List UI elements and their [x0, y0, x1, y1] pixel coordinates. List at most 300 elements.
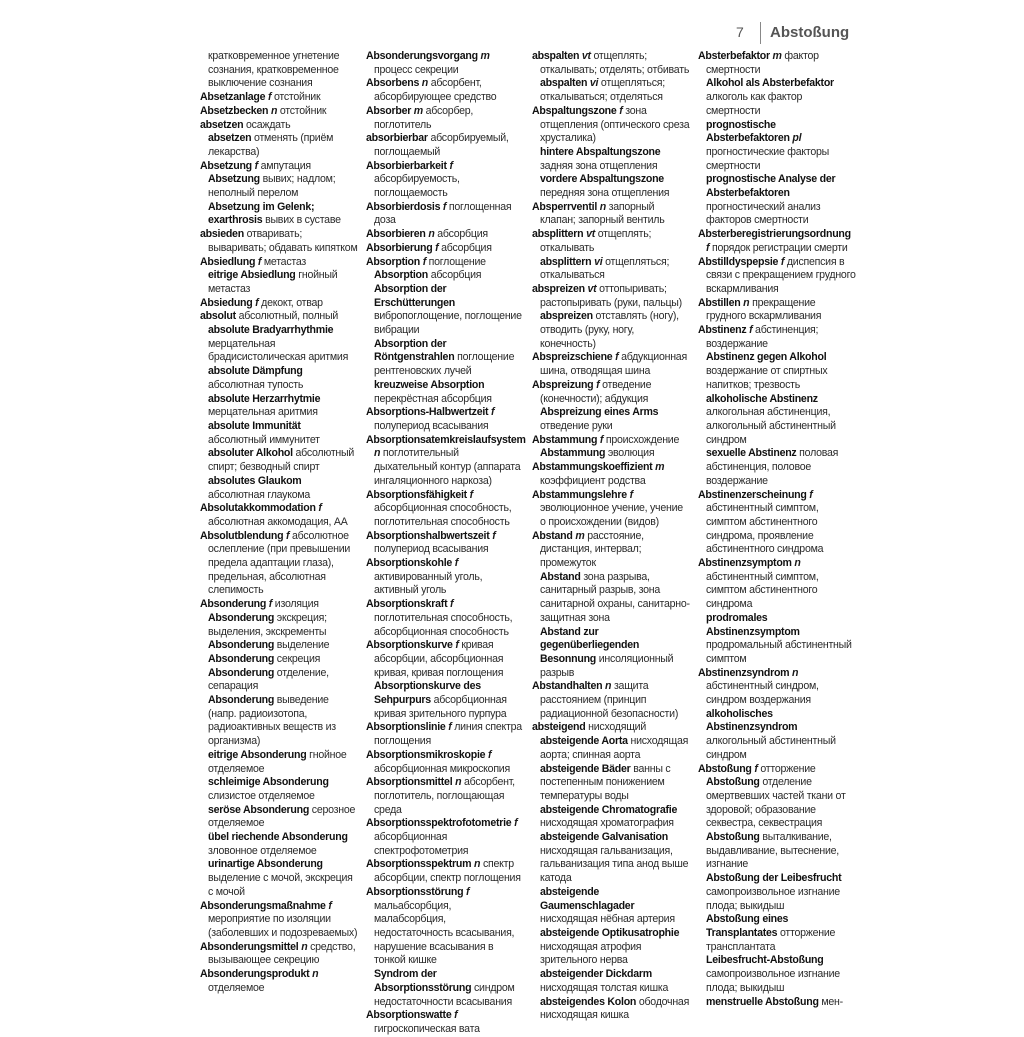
entry-definition: самопроизвольное изгнание плода; выкидыш: [706, 968, 840, 994]
entry-headword: Absorptionskurve des Sehpurpurs: [374, 680, 481, 707]
dictionary-entry: [532, 886, 690, 927]
entry-headword: Absorptionshalbwertszeit: [366, 529, 490, 542]
entry-grammar: f: [597, 433, 604, 446]
entry-headword: sexuelle Abstinenz: [706, 447, 797, 460]
entry-grammar: n: [419, 77, 429, 90]
entry-definition: полупериод всасывания: [374, 543, 489, 556]
entry-headword: absetzen: [208, 132, 252, 145]
entry-headword: Abstand: [532, 529, 573, 542]
entry-headword: absetzen: [200, 118, 244, 131]
entry-headword: alkoholische Abstinenz: [706, 392, 818, 405]
entry-headword: abspreizen: [532, 282, 585, 295]
entry-grammar: m: [652, 461, 665, 474]
dictionary-entry: [200, 91, 358, 105]
dictionary-entry: [698, 913, 856, 954]
entry-headword: Absorptionsspektrofotometrie: [366, 817, 512, 830]
entry-headword: absolute Immunität: [208, 419, 301, 432]
entry-definition: зловонное отделяемое: [208, 844, 317, 857]
entry-headword: Absorptionsmittel: [366, 776, 453, 789]
dictionary-entry: [532, 968, 690, 995]
entry-headword: Abstoßung der Leibesfrucht: [706, 872, 842, 885]
entry-definition: поглотительная способность, абсорбционная способность: [374, 611, 513, 638]
dictionary-entry: [366, 338, 524, 379]
dictionary-entry: [532, 530, 690, 571]
entry-headword: Abstinenzerscheinung: [698, 488, 807, 501]
entry-definition: гигроскопическая вата: [374, 1022, 480, 1035]
entry-definition: коэффициент родства: [540, 474, 646, 487]
entry-headword: Abstoßung: [706, 776, 760, 789]
entry-grammar: n: [309, 968, 319, 981]
dictionary-entry: [366, 434, 524, 489]
entry-headword: Absolutblendung: [200, 529, 284, 542]
entry-definition: мероприятие по изоляции (заболевших и подозреваемых): [208, 913, 358, 939]
dictionary-entry: [200, 393, 358, 420]
dictionary-entry: [532, 77, 690, 104]
entry-headword: Absonderung: [208, 639, 275, 652]
entry-definition: абсолютный спирт; безводный спирт: [208, 447, 355, 474]
entry-definition: мерцательная аритмия: [208, 406, 318, 419]
entry-grammar: n: [298, 940, 308, 953]
entry-headword: absplittern: [540, 255, 592, 268]
entry-grammar: f: [452, 557, 459, 570]
entry-headword: absteigender Dickdarm: [540, 968, 652, 981]
entry-definition: спектр абсорбции, спектр поглощения: [374, 858, 521, 885]
dictionary-entry: [200, 119, 358, 133]
entry-definition: поглотительный дыхательный контур (аппарата ингаляционного наркоза): [374, 447, 521, 487]
entry-definition: вывих; надлом; неполный перелом: [208, 173, 336, 200]
dictionary-entry: [532, 804, 690, 831]
entry-headword: Abstinenz: [698, 324, 747, 337]
dictionary-entry: [532, 201, 690, 228]
dictionary-entry: [698, 872, 856, 913]
entry-grammar: f: [315, 502, 322, 515]
entry-definition: половая абстиненция, половое воздержание: [706, 447, 839, 487]
dictionary-entry: [532, 721, 690, 735]
entry-headword: Abstoßung: [698, 762, 752, 775]
dictionary-entry: [200, 858, 358, 899]
entry-headword: Abstinenzsymptom: [698, 557, 792, 570]
entry-definition: нисходящая нёбная артерия: [540, 913, 675, 926]
entry-headword: absieden: [200, 228, 244, 241]
entry-definition: происхождение: [603, 433, 680, 446]
entry-headword: Leibesfrucht-Abstoßung: [706, 954, 824, 967]
entry-definition: расстояние, дистанция, интервал; промежуток: [540, 529, 644, 570]
entry-definition: отваривать; вываривать; обдавать кипятком: [208, 228, 358, 254]
dictionary-entry: [200, 310, 358, 324]
entry-definition: абсорбционная кривая зрительного пурпура: [374, 694, 507, 720]
dictionary-entry: [698, 667, 856, 708]
entry-definition: абсолютная тупость: [208, 378, 304, 391]
entry-headword: Absonderung: [208, 666, 275, 679]
dictionary-entry: [366, 817, 524, 858]
entry-definition: линия спектра поглощения: [374, 721, 522, 748]
entry-definition: алкогольная абстиненция, алкогольный абстинентный синдром: [706, 406, 836, 446]
entry-definition: абсолютное ослепление (при превышении предела адаптации глаза), предельная, абсолютная слепимость: [208, 529, 351, 597]
dictionary-entry: [366, 1009, 524, 1036]
entry-grammar: m: [411, 104, 423, 117]
entry-headword: Absorptionsspektrum: [366, 858, 472, 871]
entry-headword: Absetzbecken: [200, 104, 269, 117]
dictionary-entry: [366, 256, 524, 270]
entry-headword: Absonderung: [208, 694, 275, 707]
entry-headword: abspalten: [532, 50, 580, 62]
dictionary-entry: [366, 406, 524, 433]
entry-definition: абсорбционная микроскопия: [374, 762, 510, 775]
entry-definition: абсолютный, полный: [235, 310, 339, 323]
entry-definition: задняя зона отщепления: [540, 159, 658, 172]
entry-definition: передняя зона отщепления: [540, 187, 670, 200]
entry-headword: Abstinenzsyndrom: [698, 666, 790, 679]
entry-headword: Abspaltungszone: [532, 104, 617, 117]
entry-headword: Abspreizung eines Arms: [540, 406, 659, 419]
entry-grammar: n: [602, 680, 612, 693]
entry-definition: оттопыривать; растопыривать (руки, пальцы): [540, 282, 682, 309]
entry-definition: изоляция: [272, 598, 319, 611]
entry-grammar: vt: [584, 282, 597, 295]
entry-definition: вывих в суставе: [262, 214, 341, 227]
entry-grammar: vi: [591, 255, 603, 268]
dictionary-entry: [366, 858, 524, 885]
entry-definition: ампутация: [257, 159, 311, 172]
dictionary-entry: [532, 310, 690, 351]
dictionary-entry: [200, 502, 358, 529]
entry-grammar: f: [452, 639, 459, 652]
dictionary-entry: [200, 256, 358, 270]
entry-definition: отменять (приём лекарства): [208, 132, 334, 158]
entry-headword: Absorbieren: [366, 228, 426, 241]
entry-headword: prognostische Analyse der Absterbefaktoren: [706, 173, 836, 200]
dictionary-entry: [532, 173, 690, 200]
entry-definition: зона отщепления (оптического среза хрусталика): [540, 104, 690, 145]
entry-definition: метастаз: [261, 255, 306, 268]
entry-headword: Absetzung im Gelenk; exarthrosis: [208, 200, 315, 227]
dictionary-entry: [698, 996, 856, 1010]
entry-headword: Absorptionsatemkreislaufsystem: [366, 433, 526, 446]
entry-headword: seröse Absonderung: [208, 803, 310, 816]
header-divider: [760, 22, 761, 44]
entry-definition: процесс секреции: [374, 63, 459, 76]
entry-definition: отщепляться; откалываться; отделяться: [540, 77, 665, 104]
entry-definition: кратковременное угнетение сознания, кратковременное выключение сознания: [208, 50, 340, 90]
entry-definition: нисходящая толстая кишка: [540, 981, 669, 994]
dictionary-entry: [200, 667, 358, 694]
entry-headword: Absorptionslinie: [366, 721, 446, 734]
entry-definition: нисходящая атрофия зрительного нерва: [540, 940, 642, 967]
entry-headword: Abstilldyspepsie: [698, 255, 779, 268]
dictionary-entry: [532, 763, 690, 804]
dictionary-entry: [200, 50, 358, 91]
entry-grammar: f: [778, 255, 785, 268]
dictionary-entry: [366, 639, 524, 680]
entry-headword: Absolutakkommodation: [200, 502, 316, 515]
entry-headword: Absorbierbarkeit: [366, 159, 447, 172]
entry-headword: absplittern: [532, 228, 584, 241]
entry-definition: отторжение трансплантата: [706, 927, 836, 953]
entry-headword: abspalten: [540, 77, 588, 90]
entry-headword: Absorptionskohle: [366, 557, 453, 570]
dictionary-entry: [698, 393, 856, 448]
entry-grammar: f: [746, 324, 753, 337]
entry-definition: нисходящая гальванизация, гальванизация типа анод выше катода: [540, 844, 689, 885]
entry-definition: алкогольный абстинентный синдром: [706, 735, 836, 761]
entry-headword: Absorbierung: [366, 241, 433, 254]
dictionary-entry: [200, 228, 358, 255]
entry-headword: eitrige Absonderung: [208, 748, 307, 761]
entry-headword: absolute Dämpfung: [208, 365, 303, 378]
dictionary-column-4: [698, 50, 856, 1009]
entry-definition: отделение омертвевших частей ткани от здоровой; образование секвестра, секвестрация: [706, 776, 846, 830]
dictionary-entry: [200, 447, 358, 474]
entry-grammar: n: [425, 228, 435, 241]
entry-definition: абсорбируемость, поглощаемость: [374, 173, 460, 200]
entry-definition: защита расстоянием (принцип радиационной безопасности): [540, 680, 679, 720]
dictionary-entry: [366, 489, 524, 530]
dictionary-entry: [698, 256, 856, 297]
entry-definition: гнойное отделяемое: [208, 748, 347, 775]
dictionary-entry: [200, 639, 358, 653]
entry-definition: средство, вызывающее секрецию: [208, 940, 356, 967]
entry-headword: abspreizen: [540, 310, 593, 323]
entry-grammar: vi: [587, 77, 599, 90]
entry-definition: ванны с постепенным понижением температуры воды: [540, 762, 671, 802]
dictionary-entry: [532, 571, 690, 626]
dictionary-entry: [366, 680, 524, 721]
entry-definition: инсоляционный разрыв: [540, 652, 674, 679]
entry-grammar: f: [252, 296, 259, 309]
dictionary-entry: [366, 749, 524, 776]
dictionary-entry: [532, 146, 690, 173]
dictionary-entry: [532, 489, 690, 530]
dictionary-entry: [532, 406, 690, 433]
entry-definition: абсорбционная спектрофотометрия: [374, 831, 469, 857]
entry-definition: нисходящая аорта; спинная аорта: [540, 735, 689, 761]
dictionary-entry: [698, 954, 856, 995]
entry-headword: alkoholisches Abstinenzsyndrom: [706, 707, 798, 734]
dictionary-entry: [200, 831, 358, 858]
entry-headword: Abstoßung eines Transplantates: [706, 913, 789, 939]
entry-grammar: f: [463, 885, 470, 898]
dictionary-entry: [200, 365, 358, 392]
entry-grammar: f: [251, 159, 258, 172]
entry-definition: вибропоглощение, поглощение вибрации: [374, 310, 522, 337]
entry-headword: Absperrventil: [532, 200, 598, 213]
entry-grammar: f: [283, 529, 290, 542]
entry-grammar: n: [471, 858, 481, 871]
entry-grammar: m: [769, 50, 782, 62]
dictionary-entry: [698, 173, 856, 228]
dictionary-entry: [532, 626, 690, 681]
entry-headword: Alkohol als Absterbefaktor: [706, 77, 834, 90]
entry-definition: слизистое отделяемое: [208, 789, 315, 802]
entry-headword: vordere Abspaltungszone: [540, 173, 664, 186]
entry-definition: продромальный абстинентный симптом: [706, 639, 852, 665]
dictionary-entry: [200, 324, 358, 365]
entry-grammar: m: [572, 529, 585, 542]
entry-headword: Absorptions-Halbwertzeit: [366, 406, 489, 419]
dictionary-entry: [698, 228, 856, 255]
entry-headword: Absonderungsmaßnahme: [200, 899, 326, 912]
entry-definition: абсорбер, поглотитель: [374, 104, 474, 131]
dictionary-entry: [698, 708, 856, 763]
entry-definition: отщепляться; откалываться: [540, 255, 670, 282]
entry-definition: полупериод всасывания: [374, 419, 489, 432]
entry-headword: Absorbens: [366, 77, 420, 90]
entry-headword: Abstinenz gegen Alkohol: [706, 351, 827, 364]
dictionary-entry: [532, 256, 690, 283]
entry-definition: выделение: [274, 639, 330, 652]
dictionary-entry: [698, 612, 856, 667]
entry-definition: нисходящий: [585, 721, 647, 734]
dictionary-entry: [698, 557, 856, 612]
entry-grammar: n: [791, 557, 801, 570]
dictionary-entry: [532, 831, 690, 886]
entry-grammar: f: [255, 255, 262, 268]
dictionary-entry: [698, 447, 856, 488]
entry-headword: Absiedung: [200, 296, 253, 309]
dictionary-entry: [200, 201, 358, 228]
dictionary-entry: [366, 598, 524, 639]
entry-definition: диспепсия в связи с прекращением грудного вскармливания: [706, 255, 856, 295]
entry-headword: Absetzung: [208, 173, 260, 186]
dictionary-entry: [200, 297, 358, 311]
entry-grammar: f: [447, 598, 454, 611]
entry-grammar: m: [477, 50, 490, 62]
entry-definition: абсорбируемый, поглощаемый: [374, 132, 509, 158]
entry-definition: декокт, отвар: [258, 296, 323, 309]
dictionary-column-3: [532, 50, 690, 1023]
entry-grammar: f: [612, 351, 619, 364]
entry-headword: Abstammung: [532, 433, 598, 446]
dictionary-entry: [366, 283, 524, 338]
entry-definition: отделение, сепарация: [208, 666, 329, 693]
dictionary-entry: [698, 77, 856, 118]
entry-grammar: f: [325, 899, 332, 912]
entry-headword: kreuzweise Absorption: [374, 378, 485, 391]
entry-definition: абсорбент, абсорбирующее средство: [374, 77, 497, 104]
guide-word: Abstoßung: [770, 24, 850, 41]
entry-definition: абсорбция: [434, 228, 488, 241]
entry-headword: Absorbierdosis: [366, 200, 441, 213]
entry-headword: Abstammungslehre: [532, 488, 627, 501]
dictionary-entry: [200, 598, 358, 612]
entry-grammar: f: [451, 1009, 458, 1022]
dictionary-entry: [366, 379, 524, 406]
entry-definition: отщеплять; откалывать: [540, 228, 652, 254]
entry-headword: Abspreizschiene: [532, 351, 613, 364]
entry-headword: Abstoßung: [706, 831, 760, 844]
entry-headword: Absorptionsstörung: [366, 885, 464, 898]
entry-headword: Absorptionskraft: [366, 598, 448, 611]
entry-headword: absteigende Chromatografie: [540, 803, 678, 816]
entry-definition: прогностические факторы смертности: [706, 145, 830, 172]
dictionary-entry: [200, 420, 358, 447]
entry-definition: экскреция; выделения, экскременты: [208, 611, 327, 638]
dictionary-entry: [698, 776, 856, 831]
dictionary-entry: [366, 160, 524, 201]
dictionary-entry: [366, 50, 524, 77]
dictionary-entry: [532, 447, 690, 461]
entry-headword: Absorption: [374, 269, 428, 282]
entry-headword: absteigende Bäder: [540, 762, 631, 775]
dictionary-entry: [366, 132, 524, 159]
entry-headword: Absonderung: [200, 598, 267, 611]
entry-grammar: f: [806, 488, 813, 501]
dictionary-entry: [200, 105, 358, 119]
entry-definition: осаждать: [243, 118, 291, 131]
page-number: 7: [736, 24, 744, 40]
entry-definition: порядок регистрации смерти: [709, 241, 848, 254]
dictionary-entry: [200, 160, 358, 174]
entry-definition: отстойник: [277, 104, 327, 117]
entry-definition: воздержание от спиртных напитков; трезвость: [706, 365, 828, 391]
entry-definition: самопроизвольное изгнание плода; выкидыш: [706, 885, 840, 912]
dictionary-entry: [532, 461, 690, 488]
dictionary-entry: [532, 735, 690, 762]
entry-definition: абстиненция; воздержание: [706, 324, 819, 350]
entry-grammar: f: [432, 241, 439, 254]
entry-headword: Absorptionsmikroskopie: [366, 748, 486, 761]
entry-grammar: vt: [579, 50, 591, 62]
dictionary-column-1: [200, 50, 358, 996]
entry-headword: absolutes Glaukom: [208, 474, 302, 487]
entry-grammar: f: [440, 200, 447, 213]
dictionary-entry: [532, 434, 690, 448]
entry-definition: выведение (напр. радиоизотопа, радиоактивных веществ из организма): [208, 694, 336, 748]
entry-headword: Absetzanlage: [200, 91, 266, 104]
entry-definition: запорный клапан; запорный вентиль: [540, 200, 665, 227]
dictionary-entry: [366, 776, 524, 817]
dictionary-entry: [200, 475, 358, 502]
entry-grammar: n: [597, 200, 606, 213]
entry-grammar: vt: [583, 228, 596, 241]
dictionary-entry: [366, 557, 524, 598]
entry-definition: отстойник: [271, 91, 321, 104]
entry-grammar: f: [751, 762, 758, 775]
dictionary-entry: [532, 996, 690, 1023]
entry-definition: эволюционное учение, учение о происхождении (видов): [540, 502, 683, 528]
dictionary-entry: [698, 119, 856, 174]
entry-headword: Abstandhalten: [532, 680, 603, 693]
entry-definition: выталкивание, выдавливание, вытеснение, изгнание: [706, 831, 840, 871]
entry-headword: hintere Abspaltungszone: [540, 145, 661, 158]
entry-definition: фактор смертности: [706, 50, 819, 76]
entry-definition: серозное отделяемое: [208, 803, 356, 830]
entry-headword: Abstand: [540, 570, 581, 583]
dictionary-entry: [200, 749, 358, 776]
entry-definition: мен-: [818, 995, 843, 1008]
entry-definition: абстинентный симптом, симптом абстинентного синдрома, проявление абстинентного синдрома: [706, 502, 824, 556]
dictionary-entry: [366, 77, 524, 104]
entry-definition: эволюция: [605, 447, 655, 460]
entry-grammar: f: [265, 91, 272, 104]
entry-headword: absteigende Gaumenschlagader: [540, 885, 635, 912]
dictionary-entry: [366, 530, 524, 557]
entry-grammar: f: [626, 488, 633, 501]
entry-headword: absteigend: [532, 721, 586, 734]
entry-headword: absoluter Alkohol: [208, 447, 293, 460]
entry-definition: отщеплять; откалывать; отделять; отбивать: [540, 50, 690, 76]
entry-definition: поглощение рентгеновских лучей: [374, 351, 515, 378]
dictionary-entry: [200, 900, 358, 941]
entry-definition: зона разрыва, санитарный разрыв, зона санитарной охраны, санитарно-защитная зона: [540, 570, 690, 624]
dictionary-entry: [200, 653, 358, 667]
entry-grammar: n: [740, 296, 750, 309]
dictionary-entry: [200, 612, 358, 639]
dictionary-entry: [200, 968, 358, 995]
dictionary-entry: [698, 324, 856, 351]
entry-definition: абсолютная глаукома: [208, 488, 311, 501]
dictionary-entry: [200, 132, 358, 159]
